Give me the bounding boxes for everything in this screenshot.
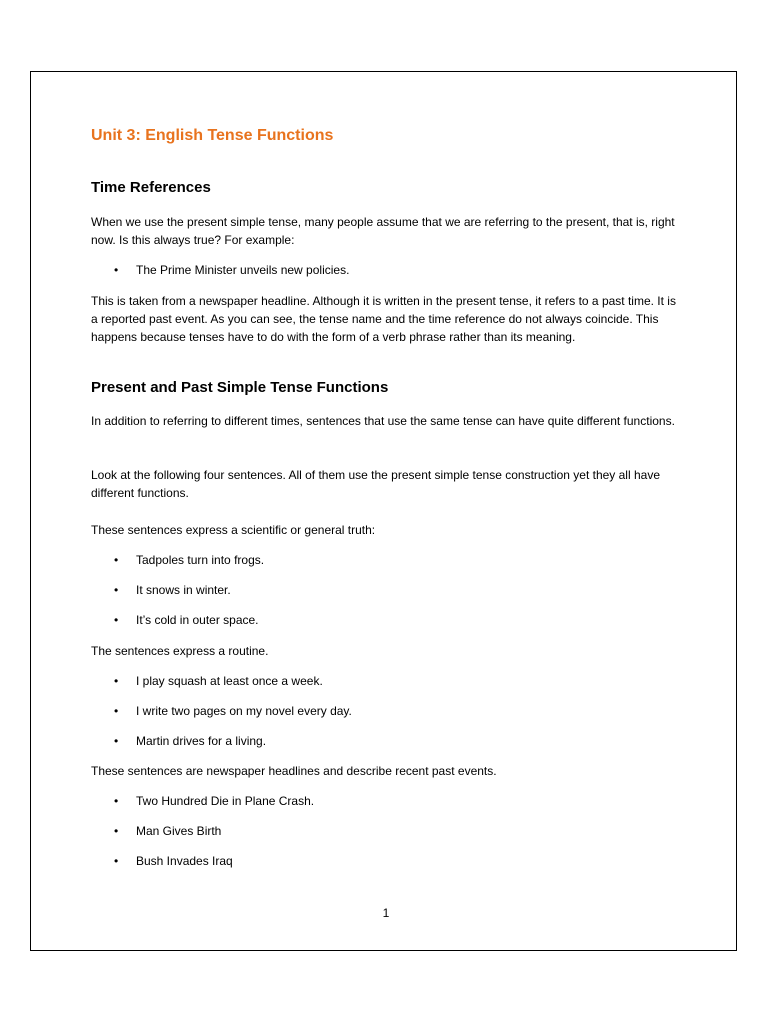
bullet-icon: • [114,263,119,277]
routine-label: The sentences express a routine. [91,644,269,658]
list-item [114,822,222,840]
paragraph-explanation: This is taken from a newspaper headline. Although it is written in the present tense, it refers to a past time. It is a reported past event. As you can see, the tense name and the time reference do not always coincide. This happens because tenses have to do with the form of a verb phrase rather than its meaning. [91,294,676,344]
bullet-icon: • [114,704,119,718]
truth-label: These sentences express a scientific or general truth: [91,523,376,537]
bullet-icon: • [114,613,119,627]
unit-title: Unit 3: English Tense Functions [91,127,334,144]
list-item-text: Man Gives Birth [136,824,222,838]
bullet-icon: • [114,854,119,868]
list-item [114,672,323,690]
list-item-text: The Prime Minister unveils new policies. [136,263,350,277]
section-heading-time-references: Time References [91,179,211,196]
bullet-icon: • [114,583,119,597]
list-item-text: It’s cold in outer space. [136,613,259,627]
list-item-text: Bush Invades Iraq [136,854,233,868]
list-item [114,261,350,279]
list-item [114,852,233,870]
paragraph-intro: When we use the present simple tense, many people assume that we are referring to the present, that is, right now. Is this always true? For example: [91,215,675,247]
list-item [114,611,259,629]
list-item-text: Tadpoles turn into frogs. [136,553,265,567]
headline-label: These sentences are newspaper headlines and describe recent past events. [91,764,497,778]
bullet-icon: • [114,794,119,808]
section-heading-present-past: Present and Past Simple Tense Functions [91,379,389,396]
list-item-text: I write two pages on my novel every day. [136,704,352,718]
paragraph-functions-intro: In addition to referring to different times, sentences that use the same tense can have quite different functions. [91,414,675,428]
page-frame [30,71,737,951]
bullet-icon: • [114,553,119,567]
list-item-text: I play squash at least once a week. [136,674,323,688]
list-item-text: It snows in winter. [136,583,231,597]
bullet-icon: • [114,824,119,838]
list-item [114,702,352,720]
list-item [114,581,231,599]
list-item-text: Martin drives for a living. [136,734,267,748]
list-item [114,792,315,810]
list-item [114,551,265,569]
list-item [114,732,267,750]
bullet-icon: • [114,734,119,748]
paragraph-look: Look at the following four sentences. All of them use the present simple tense construction yet they all have different functions. [91,468,660,500]
page-number: 1 [382,906,390,920]
bullet-icon: • [114,674,119,688]
list-item-text: Two Hundred Die in Plane Crash. [136,794,315,808]
